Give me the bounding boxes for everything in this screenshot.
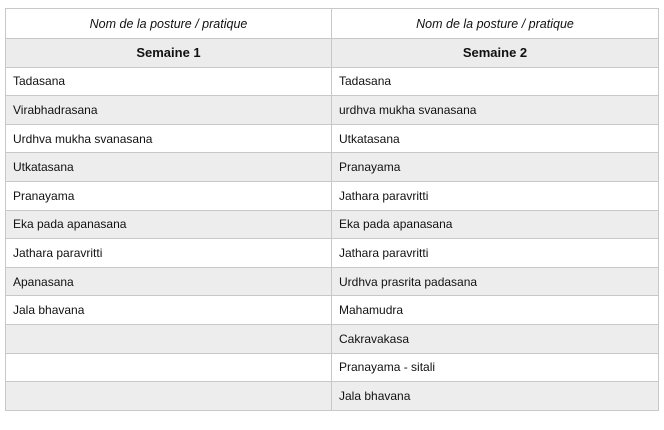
week2-cell: Jala bhavana <box>332 382 659 411</box>
week1-cell: Apanasana <box>6 267 332 296</box>
week2-cell: Jathara paravritti <box>332 239 659 268</box>
week1-cell: Urdhva mukha svanasana <box>6 124 332 153</box>
week2-cell: Mahamudra <box>332 296 659 325</box>
week1-cell: Tadasana <box>6 67 332 96</box>
table-row <box>6 181 659 210</box>
table-row <box>6 267 659 296</box>
week2-heading: Semaine 2 <box>332 39 659 68</box>
week2-cell: Pranayama <box>332 153 659 182</box>
week1-cell: Eka pada apanasana <box>6 210 332 239</box>
week1-cell: Pranayama <box>6 181 332 210</box>
table-row <box>6 96 659 125</box>
week1-cell: Jathara paravritti <box>6 239 332 268</box>
posture-table <box>5 8 659 411</box>
week2-cell: Cakravakasa <box>332 324 659 353</box>
week2-cell: Urdhva prasrita padasana <box>332 267 659 296</box>
week2-cell: urdhva mukha svanasana <box>332 96 659 125</box>
week1-cell <box>6 324 332 353</box>
table-row <box>6 153 659 182</box>
week1-heading: Semaine 1 <box>6 39 332 68</box>
week2-cell: Tadasana <box>332 67 659 96</box>
week2-cell: Utkatasana <box>332 124 659 153</box>
column-title-week1: Nom de la posture / pratique <box>6 9 332 39</box>
table-row <box>6 324 659 353</box>
table-row <box>6 210 659 239</box>
week1-cell: Virabhadrasana <box>6 96 332 125</box>
week2-cell: Eka pada apanasana <box>332 210 659 239</box>
column-title-week2: Nom de la posture / pratique <box>332 9 659 39</box>
table-row <box>6 382 659 411</box>
table-row <box>6 239 659 268</box>
week1-cell: Utkatasana <box>6 153 332 182</box>
table-row <box>6 124 659 153</box>
week2-cell: Jathara paravritti <box>332 181 659 210</box>
week1-cell: Jala bhavana <box>6 296 332 325</box>
table-row <box>6 353 659 382</box>
table-row <box>6 67 659 96</box>
header-row-title <box>6 9 659 39</box>
week1-cell <box>6 382 332 411</box>
week2-cell: Pranayama - sitali <box>332 353 659 382</box>
table-row <box>6 296 659 325</box>
header-row-week <box>6 39 659 68</box>
week1-cell <box>6 353 332 382</box>
